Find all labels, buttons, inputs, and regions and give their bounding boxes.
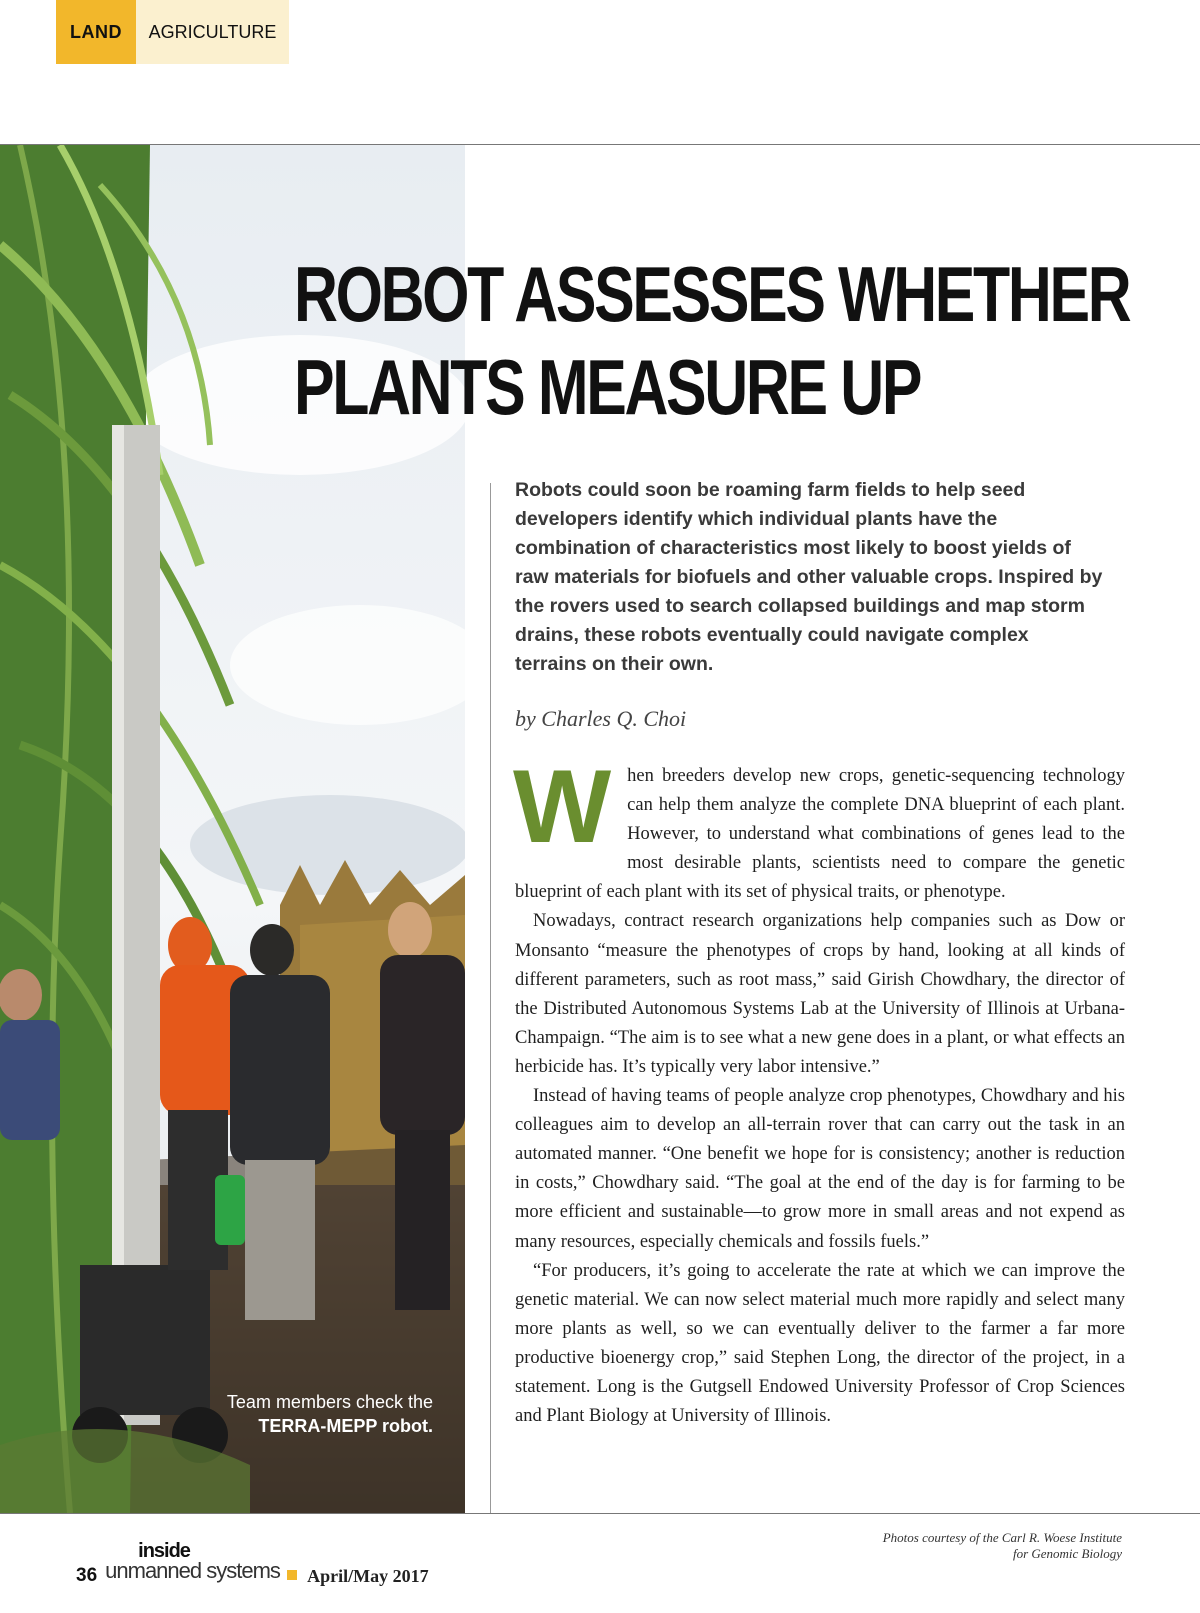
body-paragraph-1 (513, 749, 1125, 907)
article-headline (294, 248, 1130, 434)
photo-caption (227, 1390, 433, 1438)
article-dek: Robots could soon be roaming farm fields to help seed developers identify which individual plants have the combination of characteristics most likely to boost yields of raw materials for biofuels and other valuable crops. Inspired by the rovers used to search collapsed buildings and map storm drains, these robots eventually could navigate complex terrains on their own. (515, 479, 1103, 675)
magazine-logo (105, 1540, 280, 1586)
headline-line-2: PLANTS MEASURE UP (294, 343, 921, 431)
folio (76, 1540, 429, 1586)
column-divider (490, 483, 491, 1513)
caption-line-2: TERRA-MEPP robot. (258, 1416, 433, 1436)
bottom-divider (0, 1513, 1200, 1514)
issue-date: April/May 2017 (307, 1566, 429, 1586)
photo-credit-line-1: Photos courtesy of the Carl R. Woese Institute (882, 1530, 1122, 1545)
byline: by Charles Q. Choi (515, 706, 687, 731)
photo-credit-line-2: for Genomic Biology (1012, 1546, 1122, 1561)
caption-line-1: Team members check the (226, 1392, 433, 1412)
body-paragraph-4: “For producers, it’s going to accelerate the rate at which we can improve the genetic material. We can now select material much more rapidly and select many more plants as well, so we can eventually deliver to the farmer a far more productive bioenergy crop,” said Stephen Long, the director of the project, in a statement. Long is the Gutgsell Endowed University Professor of Crop Sciences and Plant Biology at University of Illinois. (515, 1260, 1125, 1427)
section-tag (56, 0, 289, 64)
magazine-logo-name: unmanned systems (105, 1558, 280, 1583)
article-body (513, 749, 1125, 1431)
section-label-primary: LAND (56, 0, 136, 64)
drop-cap: W (513, 749, 612, 865)
body-paragraph-3: Instead of having teams of people analyze crop phenotypes, Chowdhary and his colleagues aim to develop an all-terrain rover that can carry out the task in an automated manner. “One benefit we hope for is consistency; another is reduction in costs,” Chowdhary said. “The goal at the end of the day is for farming to be more efficient and sustainable—to grow more in small areas and not expend as many resources, especially chemicals and fossils fuels.” (515, 1086, 1125, 1252)
headline-line-1: ROBOT ASSESSES WHETHER (294, 250, 1130, 338)
section-label-secondary: AGRICULTURE (136, 0, 289, 64)
magazine-logo-inside: inside (138, 1540, 190, 1562)
folio-square-icon (287, 1570, 297, 1580)
photo-credit (782, 1530, 1122, 1562)
page-number: 36 (76, 1565, 98, 1586)
body-paragraph-1-text: hen breeders develop new crops, genetic-sequencing technology can help them analyze the complete DNA blueprint of each plant. However, to understand what combinations of genes lead to the most desirable plants, scientists need to compare the genetic blueprint of each plant with its set of physical traits, or phenotype. (515, 766, 1125, 903)
body-paragraph-2: Nowadays, contract research organizations help companies such as Dow or Monsanto “measure the phenotypes of crops by hand, looking at all kinds of different parameters, such as root mass,” said Girish Chowdhary, the director of the Distributed Autonomous Systems Lab at the University of Illinois at Urbana-Champaign. “The aim is to see what a new gene does in a plant, or what effects an herbicide has. It’s typically very labor intensive.” (515, 911, 1125, 1077)
